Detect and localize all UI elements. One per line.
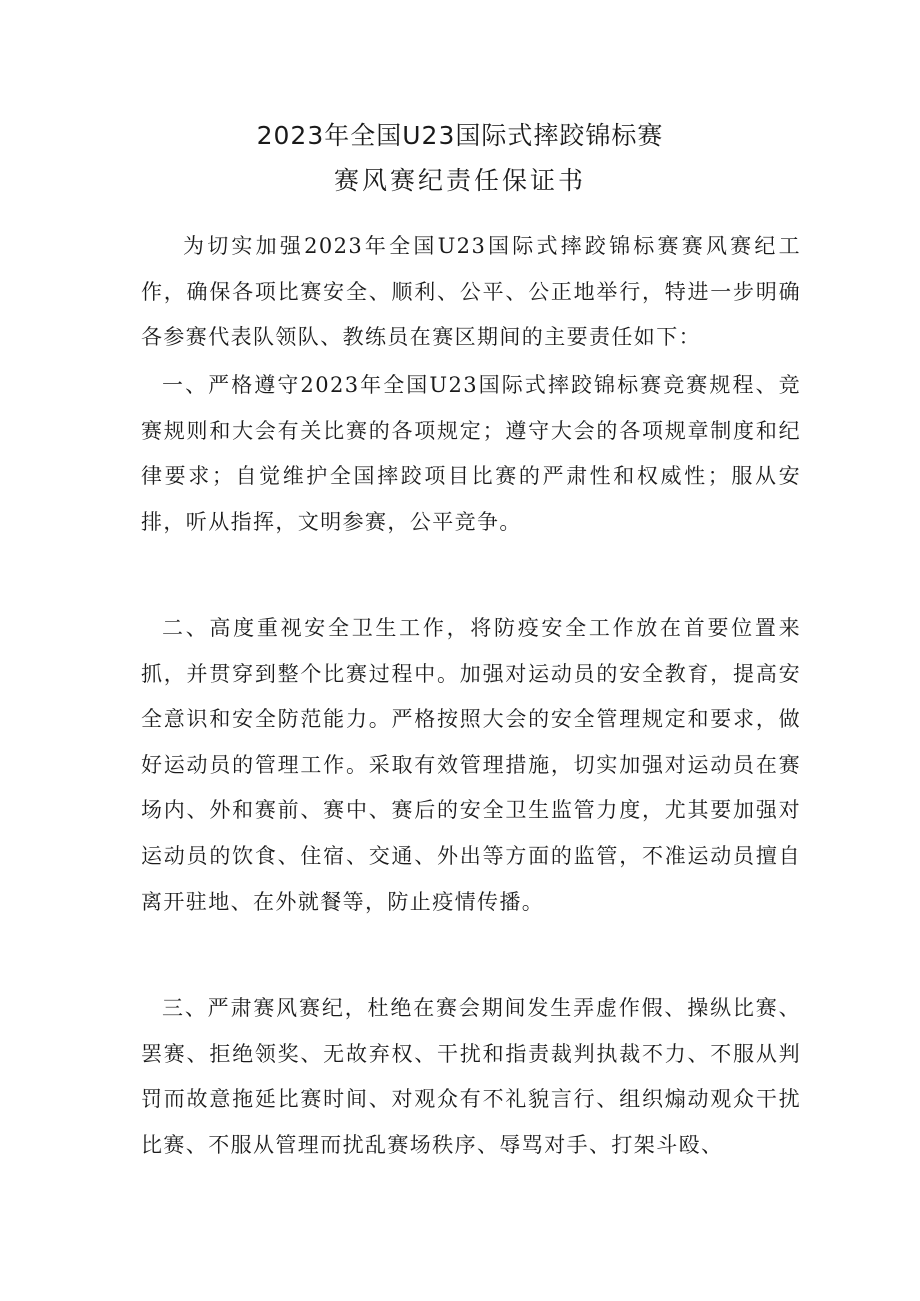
paragraph-three: 三、严肃赛风赛纪，杜绝在赛会期间发生弄虚作假、操纵比赛、罢赛、拒绝领奖、无故弃权、干扰和指责裁判执裁不力、不服从判罚而故意拖延比赛时间、对观众有不礼貌言行、组织煽动观众干扰比赛、不服从管理而扰乱赛场秩序、辱骂对手、打架斗殴、 bbox=[141, 996, 801, 1157]
paragraph-one: 一、严格遵守2023年全国U23国际式摔跤锦标赛竞赛规程、竞赛规则和大会有关比赛的各项规定；遵守大会的各项规章制度和纪律要求；自觉维护全国摔跤项目比赛的严肃性和权威性；服从安排，听从指挥，文明参赛，公平竞争。 bbox=[141, 373, 801, 534]
paragraph-intro: 为切实加强2023年全国U23国际式摔跤锦标赛赛风赛纪工作，确保各项比赛安全、顺利、公平、公正地举行，特进一步明确各参赛代表队领队、教练员在赛区期间的主要责任如下： bbox=[141, 234, 801, 350]
paragraph-two: 二、高度重视安全卫生工作，将防疫安全工作放在首要位置来抓，并贯穿到整个比赛过程中。加强对运动员的安全教育，提高安全意识和安全防范能力。严格按照大会的安全管理规定和要求，做好运动员的管理工作。采取有效管理措施，切实加强对运动员在赛场内、外和赛前、赛中、赛后的安全卫生监管力度，尤其要加强对运动员的饮食、住宿、交通、外出等方面的监管，不准运动员擅自离开驻地、在外就餐等，防止疫情传播。 bbox=[141, 616, 801, 914]
document-title-line1: 2023年全国U23国际式摔跤锦标赛 bbox=[256, 121, 664, 150]
document-title-line2: 赛风赛纪责任保证书 bbox=[333, 166, 586, 195]
